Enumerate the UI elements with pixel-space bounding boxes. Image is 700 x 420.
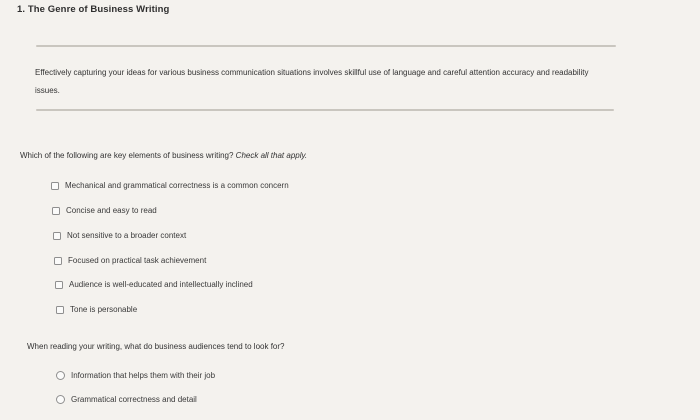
question-1-prompt <box>20 151 307 160</box>
option-label: Tone is personable <box>70 305 138 314</box>
q2-option-1[interactable] <box>56 371 215 380</box>
q1-option-2[interactable] <box>52 206 157 215</box>
checkbox[interactable] <box>55 281 63 289</box>
q2-option-2[interactable] <box>56 395 197 404</box>
q1-option-4[interactable] <box>54 256 206 265</box>
option-label: Information that helps them with their job <box>71 371 216 380</box>
q1-option-3[interactable] <box>53 231 186 240</box>
section-title: 1. The Genre of Business Writing <box>17 4 170 15</box>
q1-option-6[interactable] <box>56 305 137 314</box>
checkbox[interactable] <box>53 232 61 240</box>
question-1-hint: Check all that apply. <box>235 151 308 160</box>
radio-button[interactable] <box>56 395 65 404</box>
question-2-prompt: When reading your writing, what do business audiences tend to look for? <box>27 342 285 351</box>
option-label: Not sensitive to a broader context <box>67 231 187 240</box>
radio-button[interactable] <box>56 371 65 380</box>
q1-option-1[interactable] <box>51 181 289 190</box>
option-label: Mechanical and grammatical correctness is a common concern <box>65 181 289 190</box>
option-label: Grammatical correctness and detail <box>71 395 197 404</box>
checkbox[interactable] <box>51 182 59 190</box>
divider-bottom <box>36 109 614 111</box>
checkbox[interactable] <box>56 306 64 314</box>
question-1-text: Which of the following are key elements of business writing? <box>20 151 234 160</box>
option-label: Concise and easy to read <box>66 206 157 215</box>
intro-paragraph: Effectively capturing your ideas for various business communication situations involves skillful use of language and careful attention accuracy and readability issues. <box>35 68 589 95</box>
checkbox[interactable] <box>52 207 60 215</box>
option-label: Focused on practical task achievement <box>68 256 207 265</box>
checkbox[interactable] <box>54 257 62 265</box>
divider-top <box>36 45 616 47</box>
option-label: Audience is well-educated and intellectually inclined <box>69 280 253 289</box>
q1-option-5[interactable] <box>55 280 253 289</box>
